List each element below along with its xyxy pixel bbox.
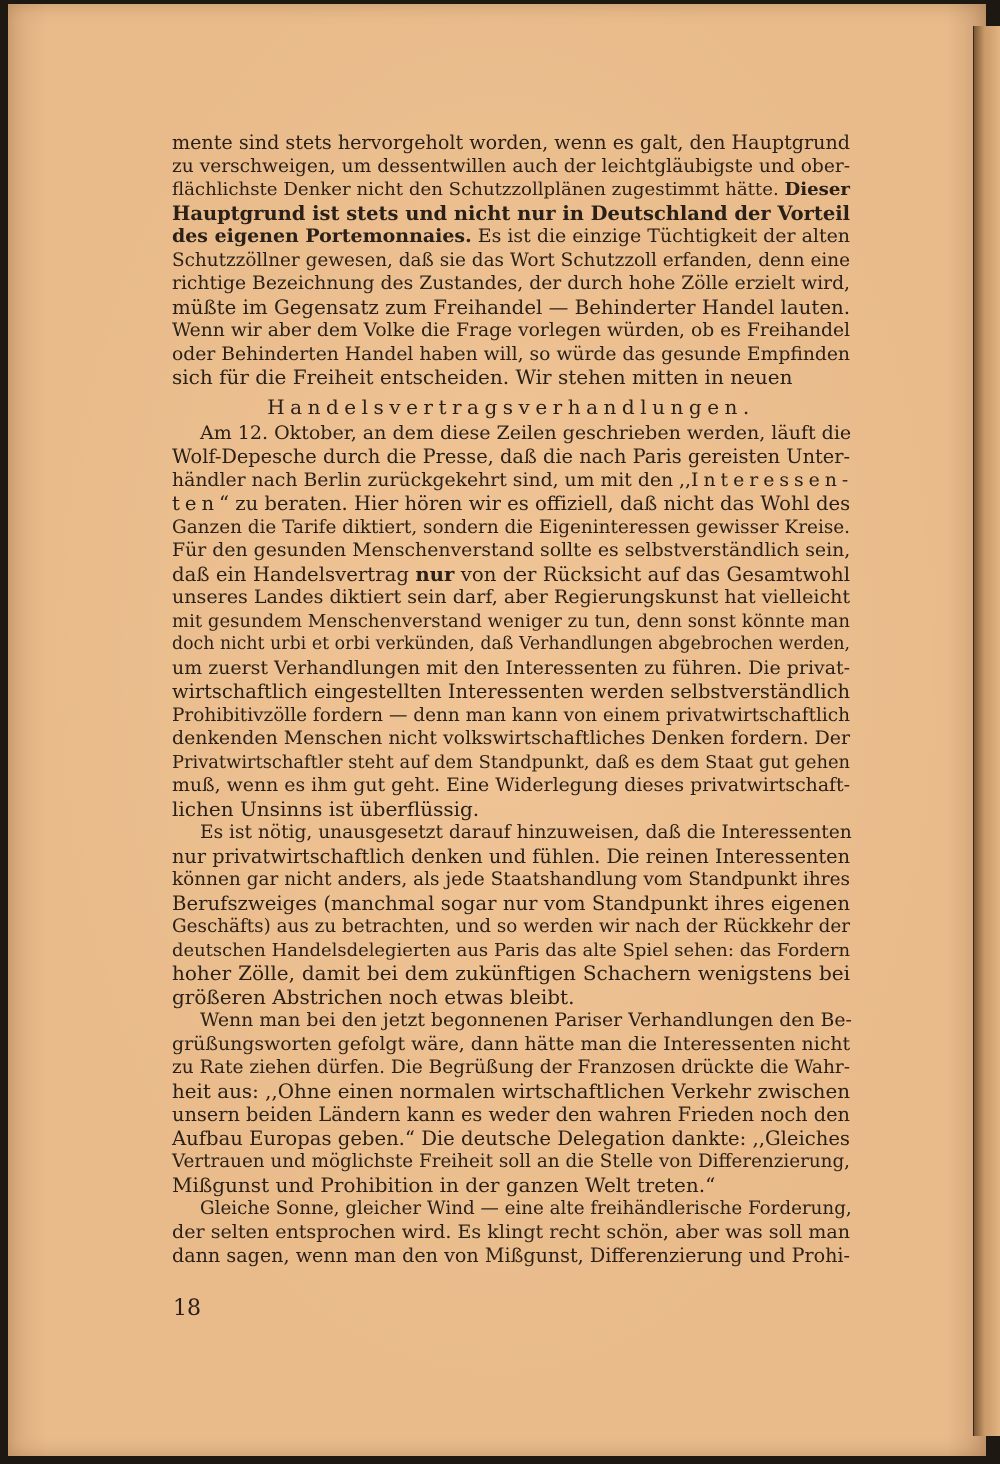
paragraph-first-line: Am 12. Oktober, an dem diese Zeilen geschrieben werden, läuft die <box>200 421 852 444</box>
text-line: Für den gesunden Menschenverstand sollte es selbstverständlich sein, <box>172 539 851 561</box>
text-run: flächlichste Denker nicht den Schutzzollplänen zugestimmt hätte. <box>172 179 779 200</box>
text-line: Wolf-Depesche durch die Presse, daß die nach Paris gereisten Unter- <box>172 445 850 468</box>
text-line: Vertrauen und möglichste Freiheit soll an die Stelle von Differenzierung, <box>172 1151 850 1172</box>
text-line: deutschen Handelsdelegierten aus Paris das alte Spiel sehen: das Fordern <box>172 939 850 961</box>
text-line: grüßungsworten gefolgt wäre, dann hätte man die Interessenten nicht <box>172 1032 851 1055</box>
text-line: lichen Unsinns ist überflüssig. <box>172 796 480 821</box>
bold-emphasis: des eigenen Portemonnaies. <box>172 225 472 247</box>
spaced-word: Interessen- <box>691 469 854 491</box>
bold-emphasis-line: Hauptgrund ist stets und nicht nur in Deutschland der Vorteil <box>172 201 850 225</box>
text-line: Berufszweiges (manchmal sogar nur vom Standpunkt ihres eigenen <box>172 891 850 915</box>
text-line: unsern beiden Ländern kann es weder den wahren Frieden noch den <box>172 1103 850 1126</box>
spaced-word: ten <box>172 492 220 515</box>
text-run: händler nach Berlin zurückgekehrt sind, um mit den ,, <box>172 469 692 491</box>
text-line <box>172 563 850 587</box>
text-line: richtige Bezeichnung des Zustandes, der durch hohe Zölle erzielt wird, <box>172 273 850 294</box>
text-line <box>172 492 850 516</box>
text-line: wirtschaftlich eingestellten Interessenten werden selbstverständlich <box>172 680 850 703</box>
text-line: muß, wenn es ihm gut geht. Eine Widerlegung dieses privatwirtschaft- <box>172 774 850 796</box>
text-line: hoher Zölle, damit bei dem zukünftigen Schachern wenigstens bei <box>172 961 850 985</box>
text-line: Schutzzöllner gewesen, daß sie das Wort Schutzzoll erfanden, denn eine <box>172 249 850 271</box>
adjacent-page-edge <box>973 26 1000 1436</box>
text-line: denkenden Menschen nicht volkswirtschaftliches Denken fordern. Der <box>172 727 850 749</box>
spaced-heading: Handelsvertragsverhandlungen. <box>267 394 755 419</box>
text-line: doch nicht urbi et orbi verkünden, daß Verhandlungen abgebrochen werden, <box>172 634 850 654</box>
bold-emphasis: Dieser <box>784 179 850 200</box>
text-line: um zuerst Verhandlungen mit den Interessenten zu führen. Die privat- <box>172 656 850 679</box>
text-run: von der Rücksicht auf das Gesamtwohl <box>460 562 850 586</box>
text-line: mit gesundem Menschenverstand weniger zu tun, denn sonst könnte man <box>172 610 850 632</box>
text-line: Mißgunst und Prohibition in der ganzen Welt treten.“ <box>172 1172 716 1197</box>
bold-emphasis: nur <box>415 562 455 586</box>
text-line: unseres Landes diktiert sein darf, aber Regierungskunst hat vielleicht <box>172 586 851 608</box>
text-line: sich für die Freiheit entscheiden. Wir stehen mitten in neuen <box>172 365 793 389</box>
text-line <box>172 178 850 202</box>
page-number: 18 <box>173 1296 201 1321</box>
text-line: zu Rate ziehen dürfen. Die Begrüßung der Franzosen drückte die Wahr- <box>172 1057 850 1078</box>
text-run: daß ein Handelsvertrag <box>172 562 409 586</box>
text-line: nur privatwirtschaftlich denken und fühlen. Die reinen Interessenten <box>172 844 850 868</box>
text-run: Es ist die einzige Tüchtigkeit der alten <box>477 225 851 247</box>
text-line: müßte im Gegensatz zum Freihandel — Behinderter Handel lauten. <box>172 295 851 319</box>
text-line: dann sagen, wenn man den von Mißgunst, Differenzierung und Prohi- <box>172 1244 850 1267</box>
text-line: heit aus: ,,Ohne einen normalen wirtschaftlichen Verkehr zwischen <box>172 1079 850 1103</box>
text-run: “ zu beraten. Hier hören wir es offiziell, daß nicht das Wohl des <box>219 492 851 515</box>
text-line <box>172 225 850 249</box>
text-line: oder Behinderten Handel haben will, so würde das gesunde Empfinden <box>172 343 850 365</box>
text-line: größeren Abstrichen noch etwas bleibt. <box>172 984 575 1009</box>
text-line: zu verschweigen, um dessentwillen auch der leichtgläubigste und ober- <box>172 155 850 177</box>
text-line: Prohibitivzölle fordern — denn man kann von einem privatwirtschaftlich <box>172 704 850 726</box>
paragraph-first-line: Gleiche Sonne, gleicher Wind — eine alte freihändlerische Forderung, <box>200 1198 852 1219</box>
text-line: mente sind stets hervorgeholt worden, wenn es galt, den Hauptgrund <box>172 131 850 154</box>
text-line: Privatwirtschaftler steht auf dem Standpunkt, daß es dem Staat gut gehen <box>172 751 850 773</box>
text-line: Geschäfts) aus zu betrachten, und so werden wir nach der Rückkehr der <box>172 916 850 937</box>
text-line: Aufbau Europas geben.“ Die deutsche Delegation dankte: ,,Gleiches <box>172 1126 850 1150</box>
text-line: können gar nicht anders, als jede Staatshandlung vom Standpunkt ihres <box>172 869 850 890</box>
paragraph-first-line: Wenn man bei den jetzt begonnenen Pariser Verhandlungen den Be- <box>200 1010 852 1031</box>
text-line: Wenn wir aber dem Volke die Frage vorlegen würden, ob es Freihandel <box>172 320 850 341</box>
text-line <box>172 469 854 493</box>
text-line: Ganzen die Tarife diktiert, sondern die Eigeninteressen gewisser Kreise. <box>172 516 850 538</box>
paragraph-first-line: Es ist nötig, unausgesetzt darauf hinzuweisen, daß die Interessenten <box>200 822 852 843</box>
text-line: der selten entsprochen wird. Es klingt recht schön, aber was soll man <box>172 1220 850 1243</box>
page-body-text <box>172 131 854 1268</box>
